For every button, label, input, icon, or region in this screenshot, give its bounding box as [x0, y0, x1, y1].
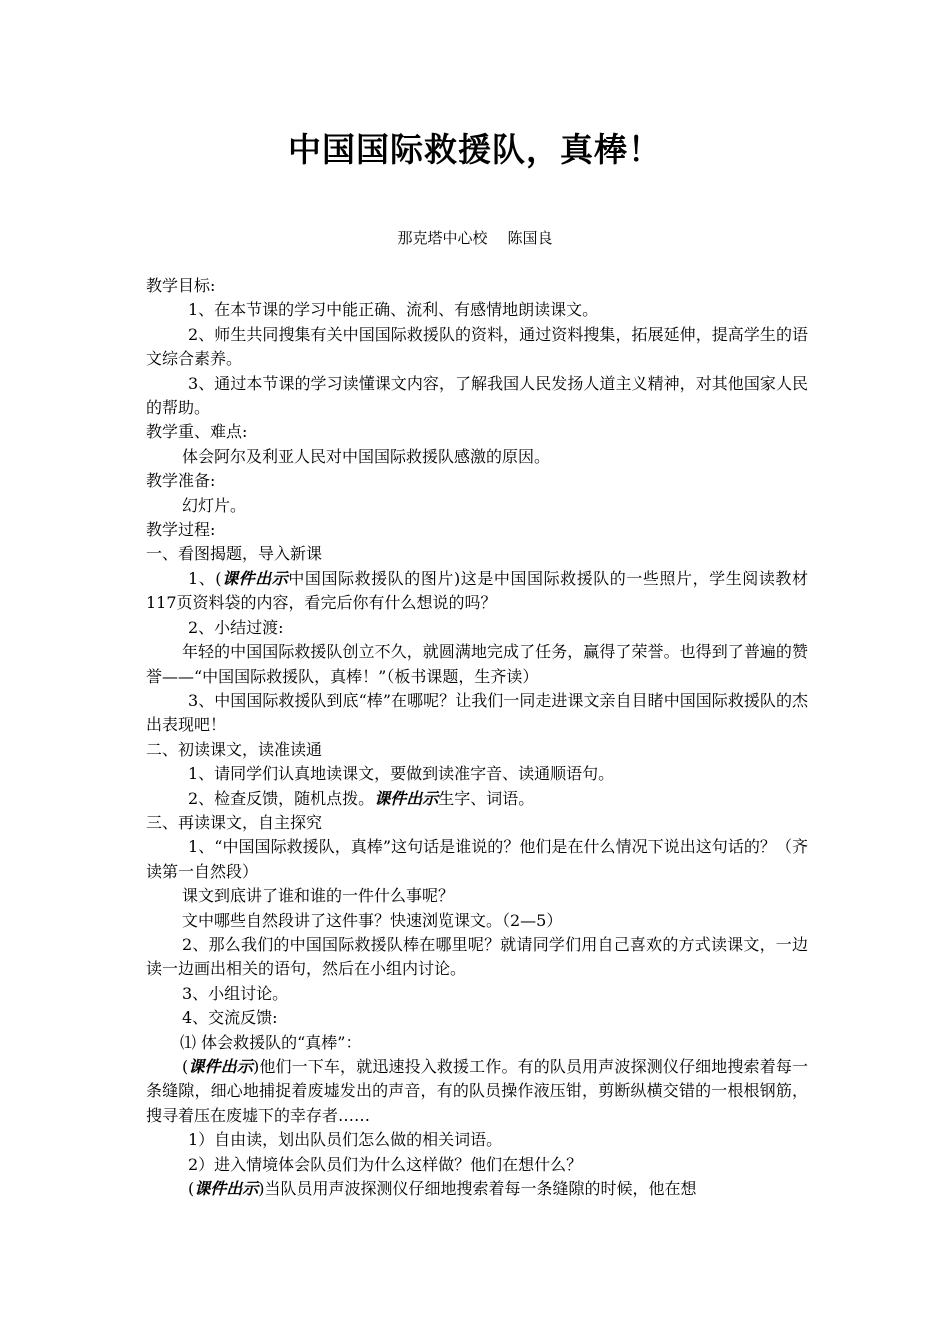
paragraph: [146, 518, 808, 542]
paragraph: [146, 298, 808, 322]
paragraph-text: 教学目标:: [146, 276, 216, 295]
author-school: 那克塔中心校: [397, 229, 488, 247]
paragraph-text: 二、初读课文，读准读通: [146, 739, 323, 759]
paragraph-text: 2、师生共同搜集有关中国国际救援队的资料，通过资料搜集，拓展延伸，提高学生的语文综合素养。: [146, 324, 808, 369]
paragraph-text: 教学准备:: [146, 471, 216, 491]
paragraph-text: 4、交流反馈:: [182, 1008, 278, 1028]
paragraph: [146, 982, 808, 1006]
paragraph-text: 一、看图揭题，导入新课: [146, 544, 323, 564]
paragraph-text: 3、中国国际救援队到底“棒”在哪呢？让我们一同走进课文亲自目睹中国国际救援队的杰出表现吧！: [146, 690, 808, 735]
paragraph: [146, 738, 808, 762]
paragraph-text: )他们一下车，就迅速投入救援工作。有的队员用声波探测仪仔细地搜索着每一条缝隙，细心地捕捉着废墟发出的声音，有的队员操作液压钳，剪断纵横交错的一根根钢筋，搜寻着压在废墟下的幸存者……: [146, 1057, 808, 1125]
paragraph-text: 2、检查反馈，随机点拨。: [188, 788, 375, 808]
paragraph: [146, 1006, 808, 1030]
paragraph-text: 三、再读课文，自主探究: [146, 812, 323, 832]
paragraph: [146, 567, 808, 616]
paragraph: [146, 689, 808, 738]
paragraph: [146, 420, 808, 444]
paragraph-text: ⑴ 体会救援队的“真棒”：: [180, 1032, 362, 1052]
paragraph: [146, 835, 808, 884]
paragraph-text: 体会阿尔及利亚人民对中国国际救援队感激的原因。: [182, 446, 551, 466]
paragraph-text: 1）自由读，划出队员们怎么做的相关词语。: [188, 1130, 503, 1150]
paragraph-text: )当队员用声波探测仪仔细地搜索着每一条缝隙的时候，他在想: [258, 1179, 697, 1199]
paragraph: [146, 542, 808, 566]
paragraph-text: 3、通过本节课的学习读懂课文内容，了解我国人民发扬人道主义精神，对其他国家人民的帮助。: [146, 373, 808, 418]
paragraph: [146, 884, 808, 908]
paragraph: [146, 640, 808, 689]
paragraph-text: 课文到底讲了谁和谁的一件什么事呢？: [182, 886, 455, 906]
paragraph: [146, 933, 808, 982]
author-line: [0, 228, 950, 248]
courseware-label: 课件出示: [221, 568, 289, 588]
paragraph-text: 1、在本节课的学习中能正确、流利、有感情地朗读课文。: [188, 300, 599, 320]
paragraph-text: 文中哪些自然段讲了这件事？快速浏览课文。（2—5）: [182, 910, 563, 930]
paragraph-text: (: [188, 1179, 195, 1199]
paragraph: [146, 1177, 808, 1201]
paragraph: [146, 372, 808, 421]
author-name: 陈国良: [507, 229, 553, 247]
paragraph-text: 2）进入情境体会队员们为什么这样做？他们在想什么？: [188, 1154, 583, 1174]
paragraph-text: 生字、词语。: [438, 788, 535, 808]
paragraph: [146, 1153, 808, 1177]
paragraph-text: 幻灯片。: [182, 495, 247, 515]
paragraph: [146, 1128, 808, 1152]
paragraph: [146, 762, 808, 786]
paragraph: [146, 1055, 808, 1128]
paragraph: [146, 909, 808, 933]
document-title: 中国国际救援队，真棒！: [288, 130, 662, 169]
paragraph: [146, 787, 808, 811]
paragraph-text: 1、请同学们认真地读课文，要做到读准字音、读通顺语句。: [188, 764, 615, 784]
paragraph-text: 教学过程:: [146, 520, 216, 540]
paragraph: [146, 445, 808, 469]
paragraph: [146, 323, 808, 372]
courseware-label: 课件出示: [194, 1179, 259, 1199]
courseware-label: 课件出示: [374, 788, 439, 808]
paragraph: [146, 494, 808, 518]
courseware-label: 课件出示: [188, 1057, 253, 1076]
paragraph: [146, 469, 808, 493]
paragraph-text: 中国国际救援队的图片)这是中国国际救援队的一些照片，学生阅读教材117页资料袋的内容，看完后你有什么想说的吗？: [146, 568, 808, 613]
paragraph-text: 教学重、难点:: [146, 422, 248, 442]
document-body: [146, 274, 808, 1201]
paragraph-text: (: [182, 1057, 189, 1076]
paragraph: [146, 616, 808, 640]
paragraph-text: 年轻的中国国际救援队创立不久，就圆满地完成了任务，赢得了荣誉。也得到了普遍的赞誉——“中国国际救援队，真棒！”（板书课题，生齐读）: [146, 642, 808, 686]
paragraph: [146, 1031, 808, 1055]
paragraph-text: 1、(: [188, 568, 222, 588]
paragraph: [146, 811, 808, 835]
paragraph-text: 2、那么我们的中国国际救援队棒在哪里呢？就请同学们用自己喜欢的方式读课文，一边读一边画出相关的语句，然后在小组内讨论。: [146, 934, 808, 979]
paragraph-text: 2、小结过渡:: [188, 617, 284, 637]
paragraph-text: 3、小组讨论。: [182, 983, 289, 1003]
paragraph-text: 1、“中国国际救援队，真棒”这句话是谁说的？他们是在什么情况下说出这句话的？（齐读第一自然段）: [146, 837, 808, 881]
paragraph: [146, 274, 808, 298]
